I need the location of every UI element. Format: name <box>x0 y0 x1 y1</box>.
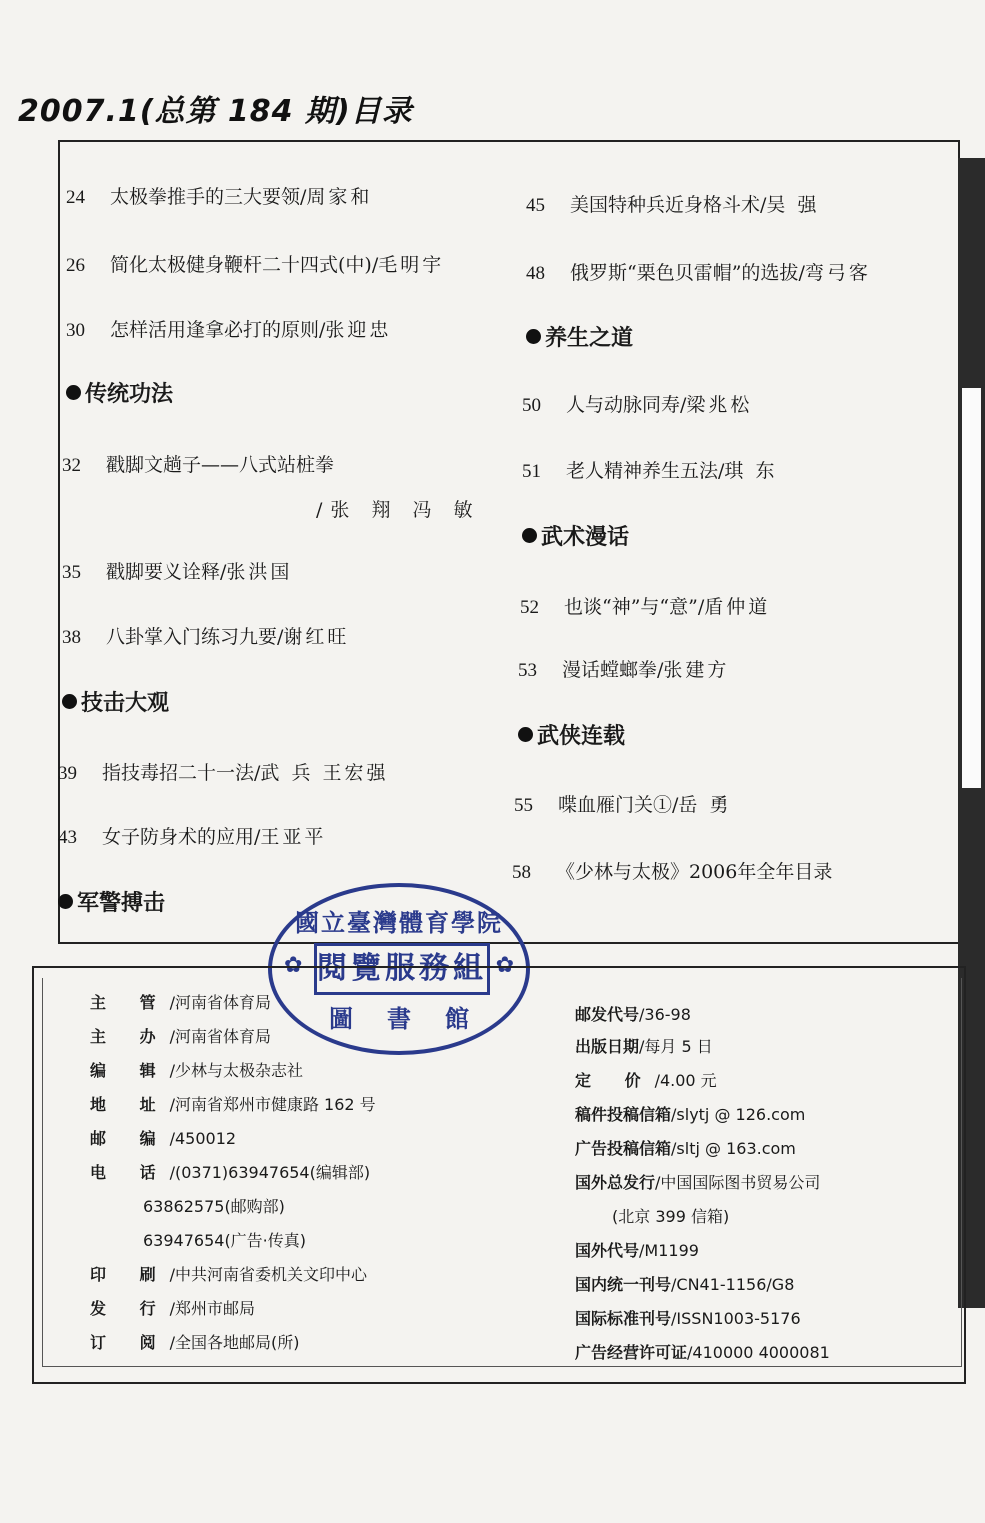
section-heading-serial: 武侠连载 <box>518 719 625 750</box>
page-title: 2007.1(总第 184 期)目录 <box>18 94 413 129</box>
article-title: 也谈“神”与“意” <box>564 596 698 618</box>
article-title: 俄罗斯“栗色贝雷帽”的选拔 <box>570 262 799 284</box>
toc-item[interactable]: 26 简化太极健身鞭杆二十四式(中)/毛明宇 <box>66 254 445 276</box>
toc-item[interactable]: 35 戳脚要义诠释/张洪国 <box>62 561 293 583</box>
toc-item[interactable] <box>512 857 832 884</box>
info-row: 邮发代号/36-98 <box>575 1005 691 1024</box>
page-number: 48 <box>526 263 545 284</box>
toc-item[interactable]: 52 也谈“神”与“意”/盾仲道 <box>520 596 771 618</box>
section-heading-health: 养生之道 <box>526 321 633 352</box>
section-heading-military: 军警搏击 <box>58 886 165 917</box>
info-row: 主 管/河南省体育局 <box>90 993 271 1012</box>
info-row: 订 阅/全国各地邮局(所) <box>90 1333 300 1352</box>
article-title: 太极拳推手的三大要领 <box>110 186 301 208</box>
info-row: 主 办/河南省体育局 <box>90 1027 271 1046</box>
page-number: 39 <box>58 763 77 784</box>
article-author: 张洪国 <box>226 561 293 583</box>
article-author: 梁兆松 <box>686 394 753 416</box>
article-title: 怎样活用逢拿必打的原则 <box>110 319 320 341</box>
bullet-icon <box>62 694 77 709</box>
info-row: 印 刷/中共河南省委机关文印中心 <box>90 1265 367 1284</box>
info-row: 定 价/4.00 元 <box>575 1071 717 1090</box>
info-row: 广告经营许可证/410000 4000081 <box>575 1343 830 1362</box>
article-title: 漫话螳螂拳 <box>562 659 658 681</box>
article-author: 岳 勇 <box>678 794 732 816</box>
flower-icon: ✿ <box>284 953 303 978</box>
article-title: 简化太极健身鞭杆二十四式(中) <box>110 254 372 276</box>
article-author: 谢红旺 <box>283 626 350 648</box>
section-heading-combat: 技击大观 <box>62 686 169 717</box>
stamp-char: 圖 <box>329 1004 353 1033</box>
article-author: /张 翔 冯 敏 <box>316 499 481 521</box>
page-number: 35 <box>62 562 81 583</box>
info-row: 国内统一刊号/CN41-1156/G8 <box>575 1275 795 1294</box>
toc-item[interactable] <box>62 450 334 477</box>
bullet-icon <box>58 894 73 909</box>
page-number: 51 <box>522 461 541 482</box>
article-author: 琪 东 <box>724 460 778 482</box>
page-number: 26 <box>66 255 85 276</box>
toc-item[interactable]: 55 喋血雁门关①/岳 勇 <box>514 794 732 816</box>
article-title: 戳脚文趟子——八式站桩拳 <box>106 454 335 476</box>
toc-item[interactable]: 24 太极拳推手的三大要领/周家和 <box>66 186 373 208</box>
bullet-icon <box>66 385 81 400</box>
page-number: 50 <box>522 395 541 416</box>
article-author: 盾仲道 <box>704 596 771 618</box>
bullet-icon <box>522 528 537 543</box>
info-row: 63947654(广告·传真) <box>143 1231 307 1250</box>
article-title: 老人精神养生五法 <box>566 460 719 482</box>
page-number: 38 <box>62 627 81 648</box>
stamp-ring-text: 國立臺灣體育學院 <box>295 908 503 937</box>
article-author: 王亚平 <box>260 826 327 848</box>
page-number: 30 <box>66 320 85 341</box>
flower-icon: ✿ <box>495 953 514 978</box>
toc-item[interactable]: 53 漫话螳螂拳/张建方 <box>518 659 730 681</box>
page-number: 58 <box>512 862 531 883</box>
stamp-box-text: 閱覽服務組 <box>314 943 490 995</box>
page-number: 24 <box>66 187 85 208</box>
article-title: 人与动脉同寿 <box>566 394 681 416</box>
toc-item[interactable]: 39 指技毒招二十一法/武 兵 王宏强 <box>58 762 389 784</box>
stamp-char: 書 <box>387 1004 411 1033</box>
article-author: 弯弓客 <box>804 262 871 284</box>
article-author: 张建方 <box>663 659 730 681</box>
toc-item[interactable]: 45 美国特种兵近身格斗术/吴 强 <box>526 194 820 216</box>
article-author: 张迎忠 <box>325 319 392 341</box>
article-title: 戳脚要义诠释 <box>106 561 221 583</box>
article-title: 八卦掌入门练习九要 <box>106 626 278 648</box>
section-heading-comic: 武术漫话 <box>522 520 629 551</box>
article-title: 美国特种兵近身格斗术 <box>570 194 761 216</box>
article-title: 女子防身术的应用 <box>102 826 255 848</box>
info-row: 63862575(邮购部) <box>143 1197 285 1216</box>
toc-item[interactable]: 50 人与动脉同寿/梁兆松 <box>522 394 753 416</box>
article-author: 周家和 <box>306 186 373 208</box>
article-author: 毛明宇 <box>378 254 445 276</box>
section-heading-traditional: 传统功法 <box>66 377 173 408</box>
info-row: 发 行/郑州市邮局 <box>90 1299 255 1318</box>
toc-item[interactable]: 43 女子防身术的应用/王亚平 <box>58 826 327 848</box>
article-title: 喋血雁门关① <box>558 794 673 816</box>
toc-item[interactable]: 51 老人精神养生五法/琪 东 <box>522 460 778 482</box>
article-author: 武 兵 王宏强 <box>260 762 389 784</box>
info-row: 国外代号/M1199 <box>575 1241 699 1260</box>
info-row: 电 话/(0371)63947654(编辑部) <box>90 1163 371 1182</box>
page-number: 52 <box>520 597 539 618</box>
toc-item[interactable]: 38 八卦掌入门练习九要/谢红旺 <box>62 626 350 648</box>
article-author: 吴 强 <box>766 194 820 216</box>
info-row: 国外总发行/中国国际图书贸易公司 <box>575 1173 821 1192</box>
page-number: 43 <box>58 827 77 848</box>
stamp-char: 館 <box>445 1004 469 1033</box>
article-title: 指技毒招二十一法 <box>102 762 255 784</box>
info-row: 稿件投稿信箱/slytj @ 126.com <box>575 1105 806 1124</box>
info-row: 编 辑/少林与太极杂志社 <box>90 1061 303 1080</box>
toc-item[interactable]: 30 怎样活用逢拿必打的原则/张迎忠 <box>66 319 392 341</box>
toc-item[interactable]: 48 俄罗斯“栗色贝雷帽”的选拔/弯弓客 <box>526 262 871 284</box>
info-row: 出版日期/每月 5 日 <box>575 1037 713 1056</box>
bullet-icon <box>518 727 533 742</box>
page-number: 32 <box>62 455 81 476</box>
info-row: 广告投稿信箱/sltj @ 163.com <box>575 1139 796 1158</box>
info-row: 地 址/河南省郑州市健康路 162 号 <box>90 1095 376 1114</box>
article-title: 《少林与太极》2006年全年目录 <box>556 861 833 883</box>
info-row: 国际标准刊号/ISSN1003-5176 <box>575 1309 801 1328</box>
page-number: 45 <box>526 195 545 216</box>
page-number: 53 <box>518 660 537 681</box>
info-row: (北京 399 信箱) <box>612 1207 730 1226</box>
bullet-icon <box>526 329 541 344</box>
page-number: 55 <box>514 795 533 816</box>
info-row: 邮 编/450012 <box>90 1129 237 1148</box>
